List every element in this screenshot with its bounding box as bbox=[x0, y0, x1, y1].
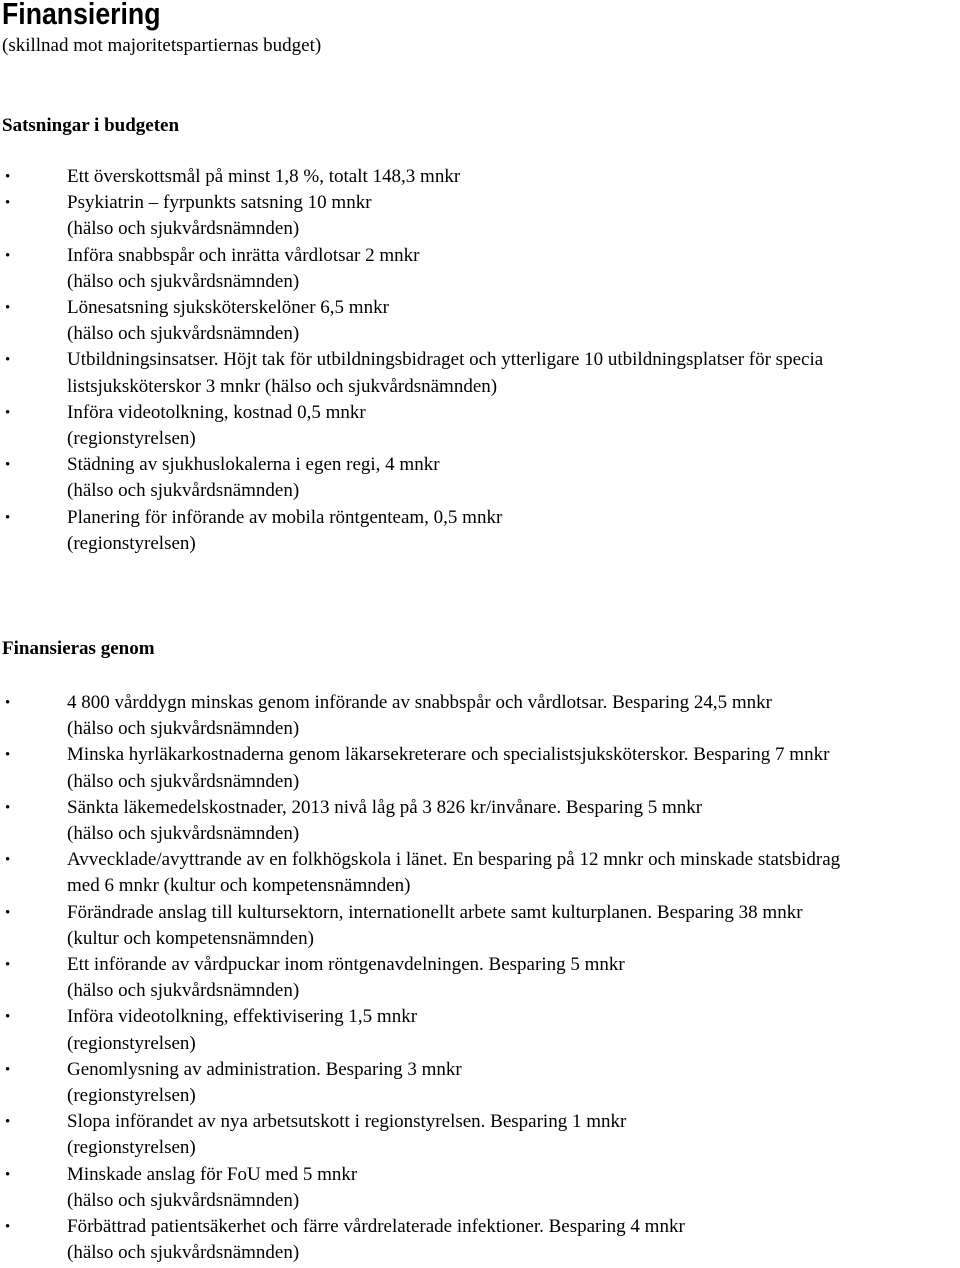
section-heading-financing: Finansieras genom bbox=[2, 638, 155, 659]
item-text: Förändrade anslag till kultursektorn, internationellt arbete samt kulturplanen. Besparing 38 mnkr bbox=[67, 901, 803, 923]
item-note: (hälso och sjukvårdsnämnden) bbox=[67, 980, 300, 1002]
bullet-icon: • bbox=[5, 695, 11, 711]
list-item bbox=[0, 1162, 960, 1214]
list-item bbox=[0, 505, 960, 557]
list-item bbox=[0, 1057, 960, 1109]
item-note: listsjuksköterskor 3 mnkr (hälso och sjukvårdsnämnden) bbox=[67, 375, 498, 397]
bullet-icon: • bbox=[5, 747, 11, 764]
list-item bbox=[0, 190, 960, 242]
bullet-icon: • bbox=[5, 1009, 11, 1026]
item-note: (hälso och sjukvårdsnämnden) bbox=[67, 1242, 300, 1264]
item-text: Minskade anslag för FoU med 5 mnkr bbox=[67, 1163, 358, 1185]
financing-list bbox=[0, 690, 960, 1266]
bullet-icon: • bbox=[5, 300, 11, 317]
list-item bbox=[0, 847, 960, 899]
list-item bbox=[0, 347, 960, 399]
item-text: Utbildningsinsatser. Höjt tak för utbildningsbidraget och ytterligare 10 utbildningsplatser för specia bbox=[67, 349, 824, 371]
page-subtitle: (skillnad mot majoritetspartiernas budget) bbox=[2, 35, 322, 56]
item-text: Lönesatsning sjuksköterskelöner 6,5 mnkr bbox=[67, 297, 389, 319]
list-item bbox=[0, 690, 960, 742]
item-note: (regionstyrelsen) bbox=[67, 428, 196, 450]
item-text: Slopa införandet av nya arbetsutskott i regionstyrelsen. Besparing 1 mnkr bbox=[67, 1111, 627, 1133]
item-text: Sänkta läkemedelskostnader, 2013 nivå låg på 3 826 kr/invånare. Besparing 5 mnkr bbox=[67, 796, 703, 818]
section-heading-investments: Satsningar i budgeten bbox=[2, 115, 180, 136]
item-note: (hälso och sjukvårdsnämnden) bbox=[67, 480, 300, 502]
bullet-icon: • bbox=[5, 509, 11, 526]
list-item bbox=[0, 295, 960, 347]
list-item bbox=[0, 1004, 960, 1056]
bullet-icon: • bbox=[5, 799, 11, 816]
bullet-icon: • bbox=[5, 352, 11, 369]
item-text: Ett överskottsmål på minst 1,8 %, totalt 148,3 mnkr bbox=[67, 166, 461, 187]
bullet-icon: • bbox=[5, 852, 11, 869]
list-item bbox=[0, 452, 960, 504]
item-note: (hälso och sjukvårdsnämnden) bbox=[67, 823, 300, 845]
item-note: (regionstyrelsen) bbox=[67, 1137, 196, 1159]
item-text: Psykiatrin – fyrpunkts satsning 10 mnkr bbox=[67, 192, 372, 214]
bullet-icon: • bbox=[5, 1219, 11, 1236]
item-note: (hälso och sjukvårdsnämnden) bbox=[67, 1189, 300, 1211]
bullet-icon: • bbox=[5, 195, 11, 212]
bullet-icon: • bbox=[5, 404, 11, 421]
bullet-icon: • bbox=[5, 247, 11, 264]
item-note: (regionstyrelsen) bbox=[67, 1032, 196, 1054]
item-text: Genomlysning av administration. Besparing 3 mnkr bbox=[67, 1058, 462, 1080]
list-item bbox=[0, 400, 960, 452]
item-note: med 6 mnkr (kultur och kompetensnämnden) bbox=[67, 875, 411, 897]
item-note: (kultur och kompetensnämnden) bbox=[67, 927, 314, 949]
list-item bbox=[0, 1109, 960, 1161]
item-text: Städning av sjukhuslokalerna i egen regi, 4 mnkr bbox=[67, 454, 440, 476]
item-note: (hälso och sjukvårdsnämnden) bbox=[67, 270, 300, 292]
item-note: (hälso och sjukvårdsnämnden) bbox=[67, 218, 300, 240]
item-note: (regionstyrelsen) bbox=[67, 1085, 196, 1107]
item-text: Ett införande av vårdpuckar inom röntgenavdelningen. Besparing 5 mnkr bbox=[67, 954, 625, 976]
list-item bbox=[0, 795, 960, 847]
list-item bbox=[0, 900, 960, 952]
item-note: (hälso och sjukvårdsnämnden) bbox=[67, 718, 300, 740]
item-text: Minska hyrläkarkostnaderna genom läkarsekreterare och specialistsjuksköterskor. Besparing 7 mnkr bbox=[67, 744, 830, 766]
page-title: Finansiering bbox=[2, 0, 161, 31]
bullet-icon: • bbox=[5, 1061, 11, 1078]
item-text: 4 800 vårddygn minskas genom införande av snabbspår och vårdlotsar. Besparing 24,5 mnkr bbox=[67, 692, 772, 713]
list-item bbox=[0, 742, 960, 794]
investments-list bbox=[0, 164, 960, 557]
bullet-icon: • bbox=[5, 1114, 11, 1131]
list-item bbox=[0, 1214, 960, 1266]
item-text: Införa videotolkning, effektivisering 1,5 mnkr bbox=[67, 1006, 418, 1028]
item-text: Införa videotolkning, kostnad 0,5 mnkr bbox=[67, 401, 366, 423]
bullet-icon: • bbox=[5, 457, 11, 474]
item-text: Införa snabbspår och inrätta vårdlotsar 2 mnkr bbox=[67, 244, 420, 266]
list-item bbox=[0, 164, 960, 190]
item-note: (regionstyrelsen) bbox=[67, 532, 196, 554]
bullet-icon: • bbox=[5, 957, 11, 974]
item-note: (hälso och sjukvårdsnämnden) bbox=[67, 770, 300, 792]
bullet-icon: • bbox=[5, 1166, 11, 1183]
item-text: Förbättrad patientsäkerhet och färre vårdrelaterade infektioner. Besparing 4 mnkr bbox=[67, 1216, 685, 1238]
bullet-icon: • bbox=[5, 904, 11, 921]
list-item bbox=[0, 243, 960, 295]
item-note: (hälso och sjukvårdsnämnden) bbox=[67, 323, 300, 345]
bullet-icon: • bbox=[5, 169, 11, 185]
item-text: Avvecklade/avyttrande av en folkhögskola i länet. En besparing på 12 mnkr och minskade statsbidrag bbox=[67, 849, 841, 871]
list-item bbox=[0, 952, 960, 1004]
item-text: Planering för införande av mobila röntgenteam, 0,5 mnkr bbox=[67, 506, 503, 528]
